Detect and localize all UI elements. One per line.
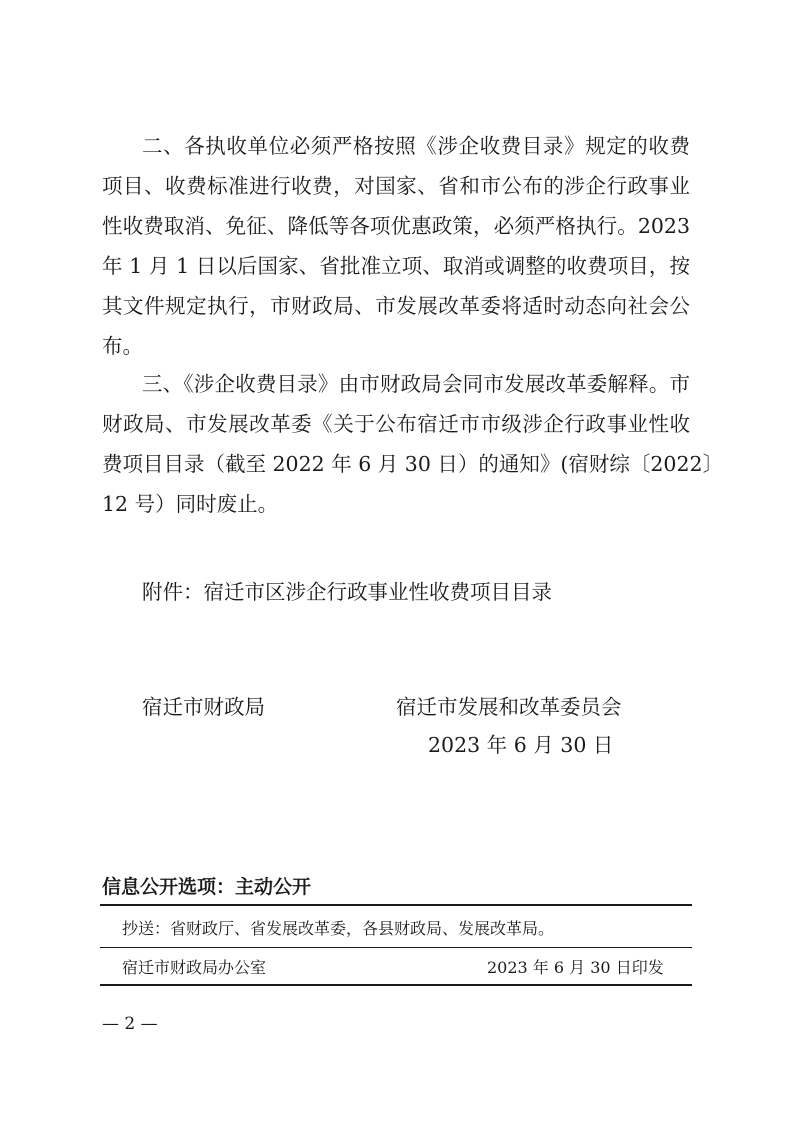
body-paragraph-2-line-2: 项目、收费标准进行收费，对国家、省和市公布的涉企行政事业: [102, 174, 690, 198]
footer-bottom-rule: [100, 984, 692, 986]
issue-date: 2023 年 6 月 30 日: [428, 733, 614, 757]
issuing-office: 宿迁市财政局办公室: [122, 958, 267, 977]
disclosure-option: 信息公开选项：主动公开: [102, 876, 312, 898]
issuer-finance-bureau: 宿迁市财政局: [142, 695, 265, 719]
body-paragraph-2-line-3: 性收费取消、免征、降低等各项优惠政策，必须严格执行。2023: [102, 214, 690, 238]
cc-line: 抄送：省财政厅、省发展改革委，各县财政局、发展改革局。: [122, 919, 555, 938]
body-paragraph-3-line-3: 费项目目录（截至 2022 年 6 月 30 日）的通知》(宿财综〔2022〕: [102, 452, 724, 476]
body-paragraph-2-line-5: 其文件规定执行，市财政局、市发展改革委将适时动态向社会公: [102, 294, 690, 318]
page-number: — 2 —: [102, 1014, 158, 1034]
footer-middle-rule: [100, 947, 692, 948]
print-date: 2023 年 6 月 30 日印发: [487, 958, 664, 977]
body-paragraph-3-line-4: 12 号）同时废止。: [102, 492, 279, 516]
body-paragraph-3-line-1: 三、《涉企收费目录》由市财政局会同市发展改革委解释。市: [142, 372, 690, 396]
body-paragraph-2-line-4: 年 1 月 1 日以后国家、省批准立项、取消或调整的收费项目，按: [102, 254, 690, 278]
issuer-development-reform-commission: 宿迁市发展和改革委员会: [396, 695, 622, 719]
body-paragraph-2-line-1: 二、各执收单位必须严格按照《涉企收费目录》规定的收费: [142, 134, 690, 158]
footer-top-rule: [100, 904, 692, 906]
attachment-line: 附件：宿迁市区涉企行政事业性收费项目目录: [142, 580, 552, 604]
body-paragraph-3-line-2: 财政局、市发展改革委《关于公布宿迁市市级涉企行政事业性收: [102, 412, 690, 436]
body-paragraph-2-line-6: 布。: [102, 334, 143, 358]
